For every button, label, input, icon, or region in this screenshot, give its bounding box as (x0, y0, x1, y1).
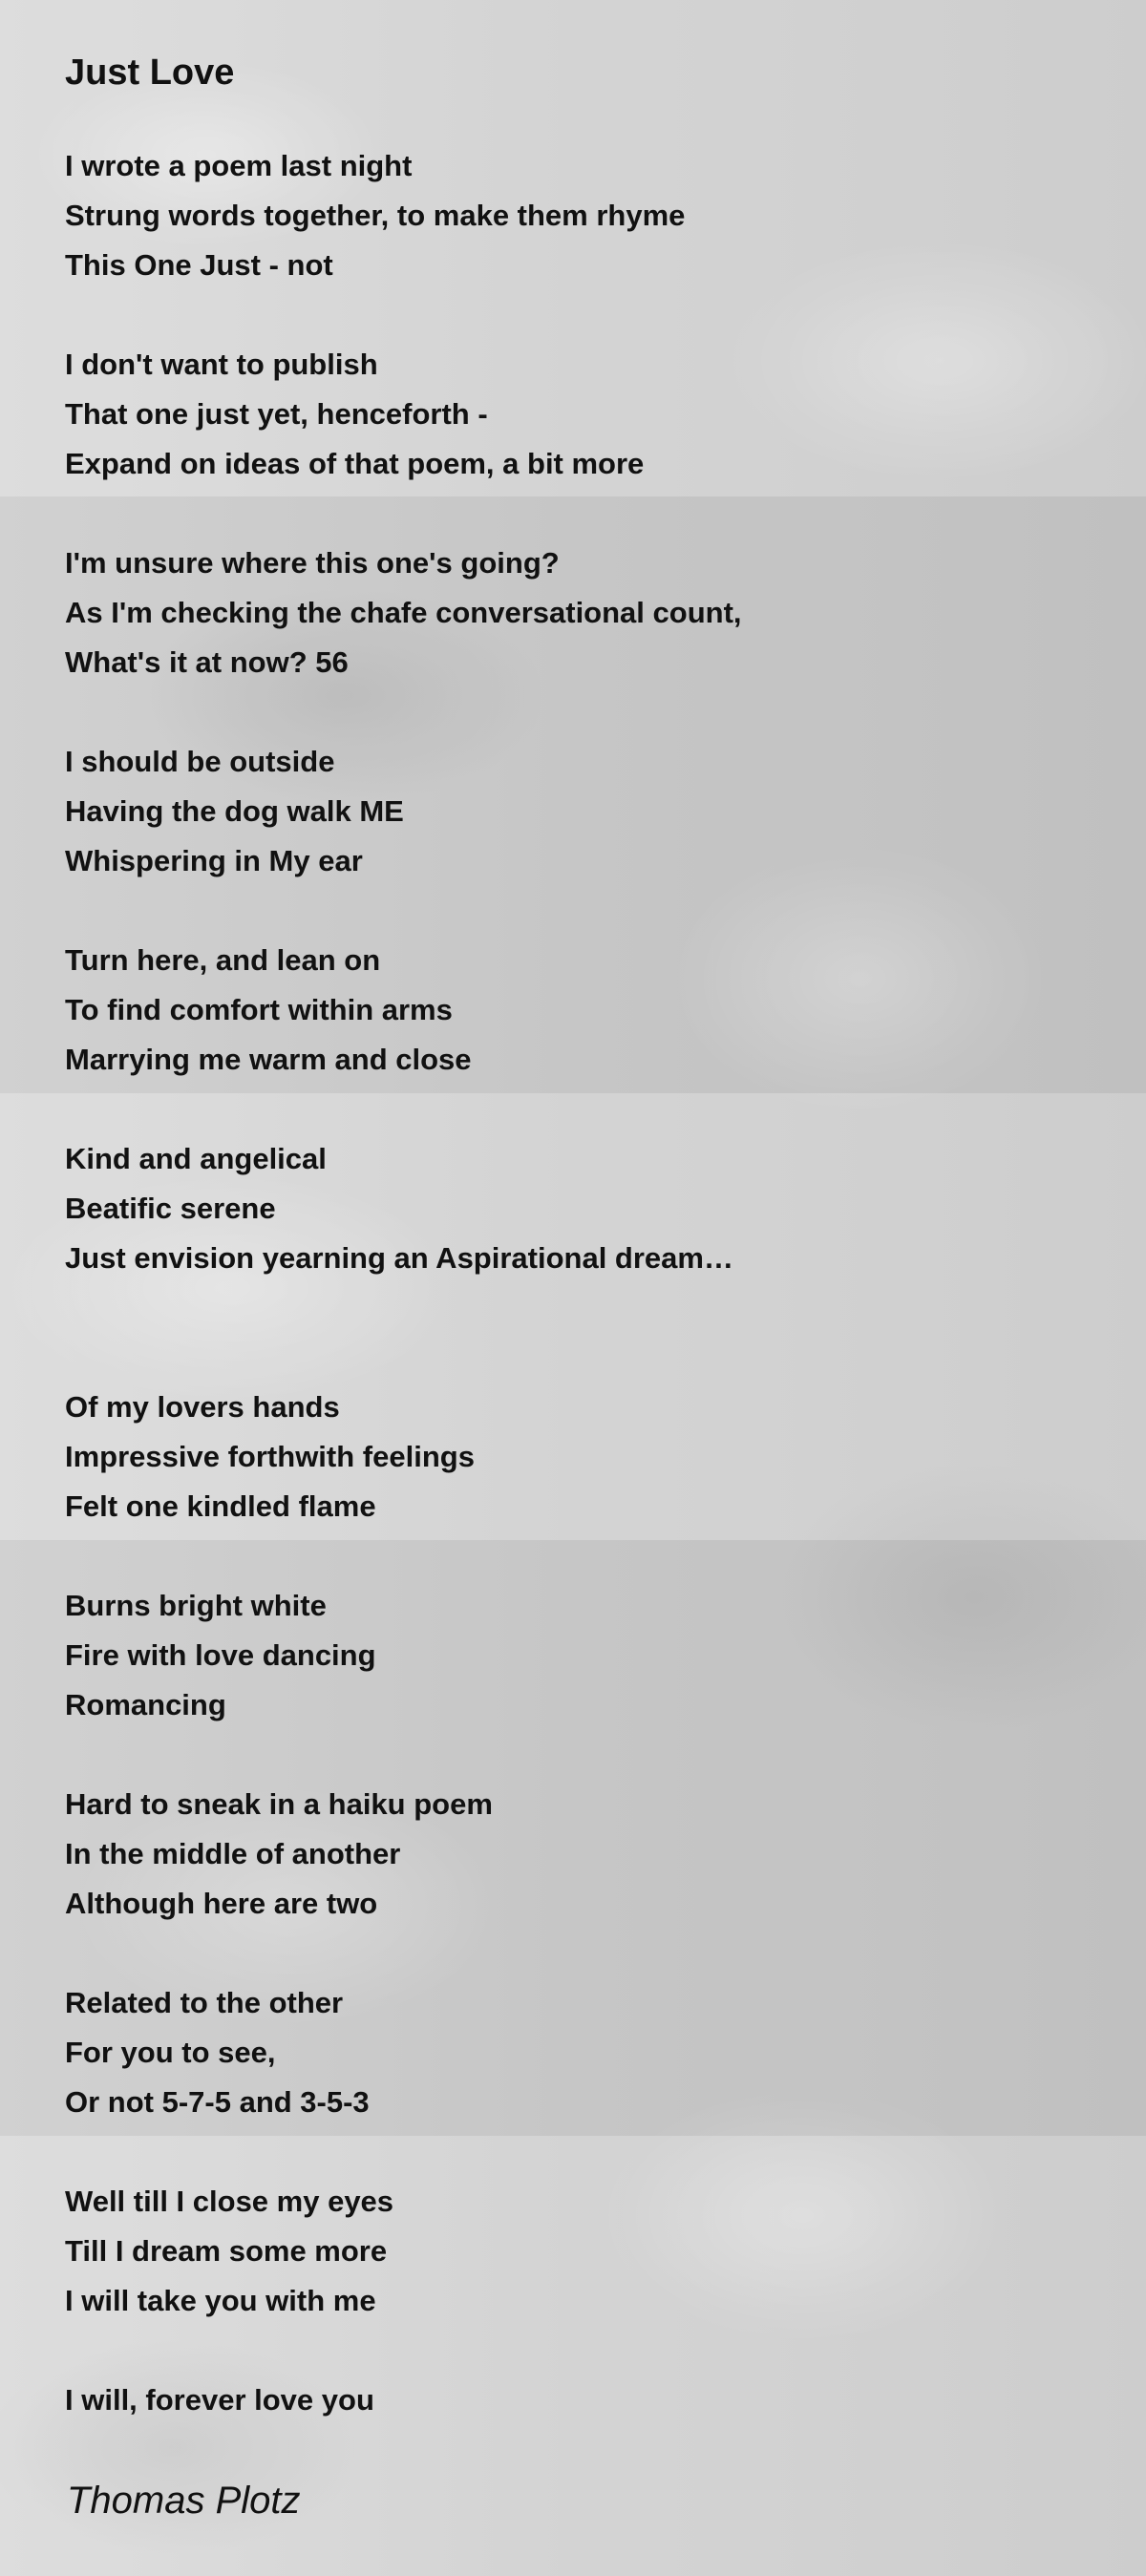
poem-line: That one just yet, henceforth - (65, 397, 488, 431)
stanza-break (65, 1730, 1077, 1780)
poem-line: Felt one kindled flame (65, 1489, 376, 1523)
stanza-break (65, 1333, 1077, 1383)
poem-line: I should be outside (65, 745, 335, 778)
poem-line: Burns bright white (65, 1589, 327, 1622)
stanza-break (65, 1531, 1077, 1581)
poem-line: Well till I close my eyes (65, 2185, 394, 2218)
poem-line: To find comfort within arms (65, 993, 453, 1026)
poem-line: Although here are two (65, 1887, 378, 1920)
poem-line: Expand on ideas of that poem, a bit more (65, 447, 645, 480)
poem-title: Just Love (65, 53, 235, 93)
poem-body (65, 141, 1077, 2425)
stanza-break (65, 1929, 1077, 1978)
poem-line: Having the dog walk ME (65, 794, 404, 828)
poem-line: Related to the other (65, 1986, 344, 2019)
poem-line: What's it at now? 56 (65, 645, 349, 679)
poem-line: Till I dream some more (65, 2234, 388, 2268)
stanza-break (65, 290, 1077, 340)
stanza-break (65, 886, 1077, 936)
poem-line: Kind and angelical (65, 1142, 327, 1175)
poem-line: For you to see, (65, 2036, 276, 2069)
stanza-break (65, 1283, 1077, 1333)
poem-line: I don't want to publish (65, 348, 378, 381)
stanza-break (65, 2127, 1077, 2177)
poem-line: In the middle of another (65, 1837, 401, 1870)
stanza-break (65, 1085, 1077, 1134)
poem-line: As I'm checking the chafe conversational count, (65, 596, 742, 629)
poem-line: Strung words together, to make them rhyme (65, 199, 686, 232)
stanza-break (65, 2326, 1077, 2375)
poem-line: Of my lovers hands (65, 1390, 340, 1424)
poem-line: Fire with love dancing (65, 1638, 376, 1672)
poem-line: I will, forever love you (65, 2383, 374, 2417)
poem-author: Thomas Plotz (67, 2480, 301, 2522)
poem-line: Or not 5-7-5 and 3-5-3 (65, 2085, 370, 2119)
poem-line: Whispering in My ear (65, 844, 363, 877)
stanza-break (65, 687, 1077, 737)
poem-line: Just envision yearning an Aspirational dream… (65, 1241, 733, 1275)
poem-line: I'm unsure where this one's going? (65, 546, 560, 580)
poem-line: Impressive forthwith feelings (65, 1440, 475, 1473)
poem-line: Beatific serene (65, 1192, 276, 1225)
poem-line: Marrying me warm and close (65, 1043, 472, 1076)
poem-line: Turn here, and lean on (65, 943, 381, 977)
stanza-break (65, 489, 1077, 538)
poem-line: I wrote a poem last night (65, 149, 413, 182)
poem-line: Romancing (65, 1688, 226, 1721)
poem-line: Hard to sneak in a haiku poem (65, 1787, 493, 1821)
poem-line: This One Just - not (65, 248, 333, 282)
poem-line: I will take you with me (65, 2284, 376, 2317)
